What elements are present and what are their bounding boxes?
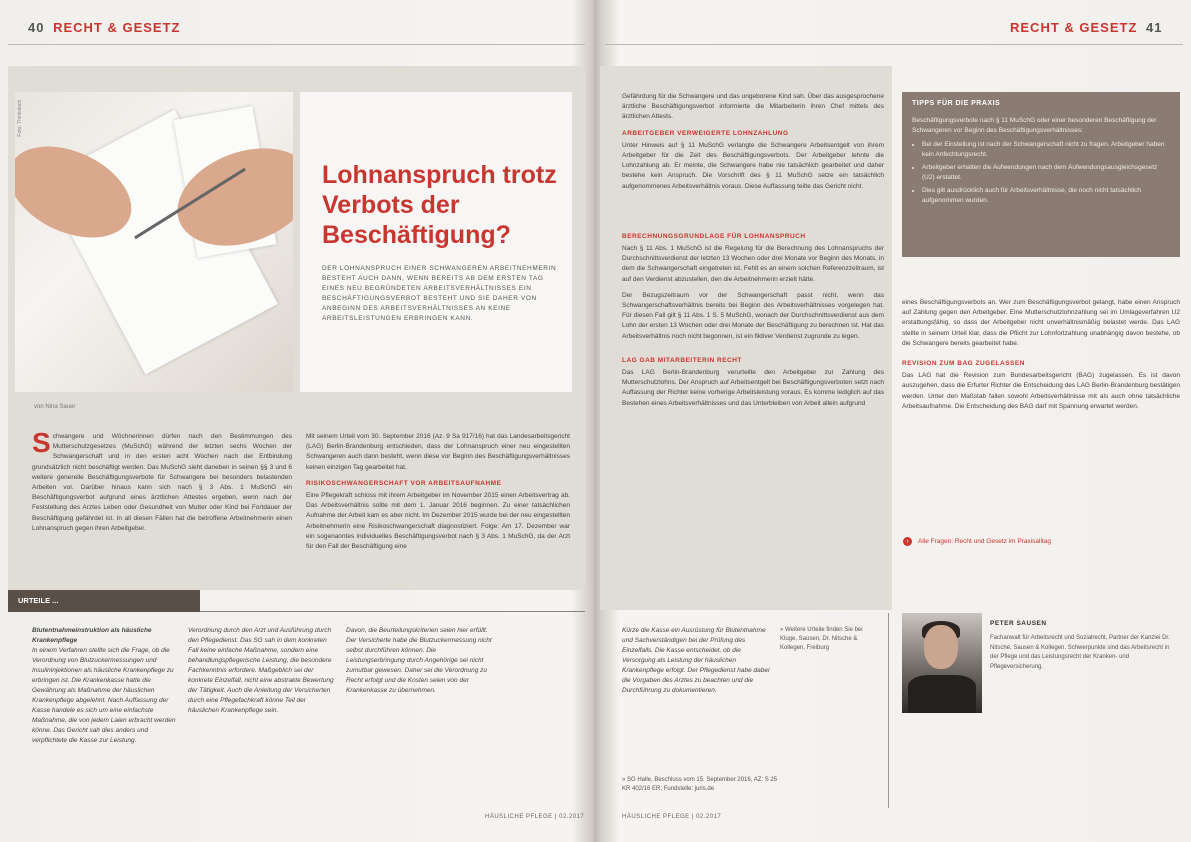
left-col2-subhead: RISIKOSCHWANGERSCHAFT VOR ARBEITSAUFNAHME (306, 479, 502, 487)
judgment-reference: » SG Halle, Beschluss vom 15. September 2016, AZ: S 25 KR 402/16 ER; Fundstelle: juris.de (622, 777, 778, 792)
right-col1-text: Gefährdung für die Schwangere und das ungeborene Kind sah. Über das ausgesprochene ärztliche Beschäftigungsverbot informierte die Mitarbeiterin ihren Chef mittels des ärztlichen Attests. (622, 93, 884, 121)
right-header-rule (605, 44, 1183, 45)
left-column-2 (306, 432, 570, 587)
author-bio: Fachanwalt für Arbeitsrecht und Sozialrecht, Partner der Kanzlei Dr. Nitsche, Sausen & Kollegen. Schwerpunkte sind das Arbeitsrecht in der Pflege und das Leistungsrecht der Kranken- und Pflegeversicherung. (990, 635, 1170, 670)
right-sub4-text: Das LAG hat die Revision zum Bundesarbeitsgericht (BAG) zugelassen. Es ist davon auszugehen, dass die Erfurter Richter die Entscheidung des LAG Berlin-Brandenburg bestätigen werden. Unter den Maßstab fallen sowohl Arbeitsverhältnisse mit als auch ohne tatsächliche Arbeitsaufnahme. Die Entscheidung des BAG darf mit Spannung erwartet werden. (902, 372, 1180, 410)
tips-item: • Arbeitgeber erhalten die Aufwendungen nach dem Aufwendungsausgleichsgesetz (U2) erstattet. (922, 163, 1170, 183)
left-section-title: RECHT & GESETZ (53, 20, 181, 35)
right-sub1-text: Unter Hinweis auf § 11 MuSchG verlangte die Schwangere Arbeitsentgelt von ihrem Arbeitgeber für die Zeit des Beschäftigungsverbots. Der Arbeitgeber lehnte die Lohnzahlung ab. Er meinte, die Schwangere habe nie tatsächlich gearbeitet und daher bestehe kein Anspruch. Die Vorschrift des § 11 MuSchG setze ein tatsächlich aufgenommenes Arbeitsverhältnis voraus. Diese Auffassung teilte das Gericht nicht. (622, 141, 884, 190)
urteile-column-2 (188, 626, 338, 816)
right-sub3-text: Das LAG Berlin-Brandenburg verurteilte den Arbeitgeber zur Zahlung des Mutterschutzlohns. Der Anspruch auf Arbeitsentgelt bei Beschäftigungsverboten setzt nach Auffassung der Richter keine vorherige Arbeitsleistung voraus. Es komme lediglich auf das Bestehen eines Arbeitsverhältnisses und das Unterbleiben von Arbeit allein aufgrund (622, 369, 884, 407)
right-column-2 (902, 298, 1180, 528)
tips-list (912, 140, 1170, 206)
column-divider (888, 613, 889, 808)
right-sub4: REVISION ZUM BAG ZUGELASSEN (902, 360, 1025, 368)
arrow-icon: › (903, 537, 912, 546)
right-footnote-column (622, 626, 772, 776)
left-column-1 (32, 432, 292, 582)
right-footnote-text: Kürze die Kasse ein Ausrüstung für Blutentnahme und Sachverständigen bei der Prüfung des Einzelfalls. Die Kasse entscheidet, ob die Versorgung als Leistung der häuslichen Krankenpflege erfolgt. Der Pflegedienst habe dabei die Vorgaben des Arztes zu beachten und die Durchführung zu dokumentieren. (622, 627, 770, 694)
right-sub2-text2: Der Bezugszeitraum vor der Schwangerschaft passt nicht, wenn das Schwangerschaftsverhältnis bereits bei Beginn des Arbeitsverhältnisses vorgelegen hat. Für diesen Fall gilt § 11 Abs. 1 S. 5 MuSchG, wonach der Durchschnittsverdienst aus dem Lohn der ersten 13 Wochen oder drei Monate der Beschäftigung zu berechnen ist. Hat das Arbeitsverhältnis noch nicht begonnen, ist ein fiktiver Verdienst zugrunde zu legen. (622, 291, 884, 340)
dropcap: S (32, 432, 51, 458)
article-photo (15, 92, 293, 392)
article-lead: DER LOHNANSPRUCH EINER SCHWANGEREN ARBEITNEHMERIN BESTEHT AUCH DANN, WENN BEREITS AB DEM ERSTEN TAG EINES NEU BEGRÜNDETEN ARBEITSVERHÄLTNISSES EIN BESCHÄFTIGUNGSVERBOT BESTEHT UND SIE DAHER VON ANBEGINN DES ARBEITSVERHÄLTNISSES AN KEINE ARBEITSLEISTUNGEN ERBRINGEN KANN. (322, 265, 557, 322)
urteile-bar (8, 590, 200, 612)
urteile-col3-text: Davon, die Beurteilungskriterien seien hier erfüllt. Der Versicherte habe die Blutzuckermessung nicht selbst durchführen können. Die Leistungserbringung durch Angehörige sei nicht zumutbar gewesen. Daher sei die Verordnung zu Recht erfolgt und die Kosten seien von der Krankenkasse zu übernehmen. (346, 627, 492, 694)
tips-item: • Dies gilt ausdrücklich auch für Arbeitsverhältnisse, die noch nicht tatsächlich aufgenommen wurden. (922, 186, 1170, 206)
right-sub2: BERECHNUNGSGRUNDLAGE FÜR LOHNANSPRUCH (622, 232, 806, 240)
urteile-col1-title: Blutentnahmeinstruktion als häusliche Krankenpflege (32, 627, 152, 644)
author-name: PETER SAUSEN (990, 620, 1047, 627)
left-col2-text2: Eine Pflegekraft schloss mit ihrem Arbeitgeber im November 2015 einen Arbeitsvertrag ab. Das Arbeitsverhältnis sollte mit dem 1. Januar 2016 beginnen. Zu einer tatsächlichen Aufnahme der Arbeit kam es aber nicht. Im Dezember 2015 wurde bei der neu eingestellten Arbeitnehmerin eine Risikoschwangerschaft diagnostiziert. Folge: Am 17. Dezember war ein sogenanntes individuelles Beschäftigungsverbot nach § 3 Abs. 1 MuSchG, da der Arzt für den Fall der Beschäftigung eine (306, 492, 570, 551)
right-folio (1010, 20, 1163, 35)
right-column-1 (622, 92, 884, 604)
right-footer: HÄUSLICHE PFLEGE | 02.2017 (622, 814, 722, 820)
more-link[interactable] (903, 537, 1051, 546)
left-header-rule (8, 44, 585, 45)
left-folio (28, 20, 181, 35)
more-link-label: Alle Fragen: Recht und Gesetz im Praxisalltag (918, 538, 1051, 545)
author-photo (902, 613, 982, 713)
tips-box (902, 92, 1180, 257)
left-col2-text: Mit seinem Urteil vom 30. September 2016 (Az. 9 Sa 917/16) hat das Landesarbeitsgericht (LAG) Berlin-Brandenburg entschieden, dass der Lohnanspruch einer neu eingestellten Schwangeren auch dann besteht, wenn diese vor Beginn des Beschäftigungsverhältnisses keinen einzigen Tag gearbeitet hat. (306, 433, 570, 471)
right-sub2-text: Nach § 11 Abs. 1 MuSchG ist die Regelung für die Berechnung des Lohnanspruchs der Durchschnittsverdienst der letzten 13 Wochen oder drei Monate vor Beginn des Monats, in dem die Schwangerschaft eingetreten ist. Fehlt es an einem solchen Referenzzeitraum, ist auf den Verdienst abzustellen, den die Arbeitnehmerin erzielt hätte. (622, 245, 884, 283)
right-section-title: RECHT & GESETZ (1010, 20, 1138, 35)
right-col2-text: eines Beschäftigungsverbots an. Wer zum Beschäftigungsverbot gelangt, habe einen Anspruch auf Zahlung gegen den Arbeitgeber. Eine Mutterschutzlohnzahlung sei im Umlageverfahren U2 erstattungsfähig, so dass der Arbeitgeber nicht unverhältnismäßig belastet werde. Das LAG stellte in seinem Urteil klar, dass die Pflicht zur Lohnfortzahlung unabhängig davon bestehe, ob die Schwangere bereits gearbeitet habe. (902, 299, 1180, 347)
tips-item: • Bei der Einstellung ist nach der Schwangerschaft nicht zu fragen. Arbeitgeber haben kein Anfechtungsrecht. (922, 140, 1170, 160)
urteile-rule (200, 611, 585, 612)
right-sub3: LAG GAB MITARBEITERIN RECHT (622, 356, 742, 364)
small-note: » Weitere Urteile finden Sie bei Kluge, Sausen, Dr. Nitsche & Kollegen, Freiburg (780, 627, 863, 651)
urteile-label: URTEILE ... (18, 596, 59, 605)
author-caption: von Nina Sauer (34, 404, 76, 410)
author-suit (908, 675, 976, 713)
photo-credit: Foto: Thinkstock (17, 100, 23, 137)
left-col1-text: chwangere und Wöchnerinnen dürfen nach den Bestimmungen des Mutterschutzgesetzes (MuSchG) während der letzten sechs Wochen der Schwangerschaft und in den ersten acht Wochen nach der Entbindung grundsätzlich nicht beschäftigt werden. Das MuSchG sieht daneben in seinen §§ 3 und 6 weitere generelle Beschäftigungsverbote für Schwangere bei besonders belastenden Arbeiten vor. Darüber hinaus kann sich nach § 3 Abs. 1 MuSchG ein Beschäftigungsverbot aufgrund eines ärztlichen Attestes ergeben, wenn nach der Feststellung des Arztes Leben oder Gesundheit von Mutter oder Kind bei Fortdauer der Beschäftigung gefährdet ist. In all diesen Fällen hat die betroffene Arbeitnehmerin einen Lohnanspruch gegen ihren Arbeitgeber. (32, 433, 292, 532)
tips-title: TIPPS FÜR DIE PRAXIS (912, 100, 1001, 107)
urteile-col2-text: Verordnung durch den Arzt und Ausführung durch den Pflegedienst. Das SG sah in dem konkreten Fall keine einfache Maßnahme, sondern eine behandlungspflegerische Leistung, die besondere Fachkenntnis erfordere. Maßgeblich sei der konkrete Einzelfall, nicht eine abstrakte Bewertung der Tätigkeit. Auch die Anleitung der Versicherten durch eine Pflegefachkraft könne Teil der häuslichen Krankenpflege sein. (188, 627, 334, 714)
urteile-col1-text: In einem Verfahren stellte sich die Frage, ob die Verordnung von Blutzuckermessungen und Insulininjektionen als häusliche Krankenpflege zu erbringen ist. Die Krankenkasse hatte die Gewährung als Maßnahme der häuslichen Krankenpflege abgelehnt. Nach Auffassung der Kasse handele es sich um eine einfachste Maßnahme, die von jedem Laien erbracht werden könne. Das Gericht sah dies anders und verpflichtete die Kasse zur Leistung. (32, 647, 176, 744)
article-headline: Lohnanspruch trotz Verbots der Beschäftigung? (322, 161, 557, 249)
left-page-number: 40 (28, 20, 45, 35)
tips-content (912, 116, 1170, 209)
tips-intro: Beschäftigungsverbote nach § 11 MuSchG oder einer besonderen Beschäftigung der Schwangeren vor Beginn des Beschäftigungsverhältnisses: (912, 117, 1157, 134)
left-footer: HÄUSLICHE PFLEGE | 02.2017 (485, 814, 585, 820)
urteile-column-3 (346, 626, 496, 816)
author-face (924, 625, 958, 669)
right-sub1: ARBEITGEBER VERWEIGERTE LOHNZAHLUNG (622, 129, 789, 137)
urteile-column-1 (32, 626, 182, 816)
right-page-number: 41 (1146, 20, 1163, 35)
